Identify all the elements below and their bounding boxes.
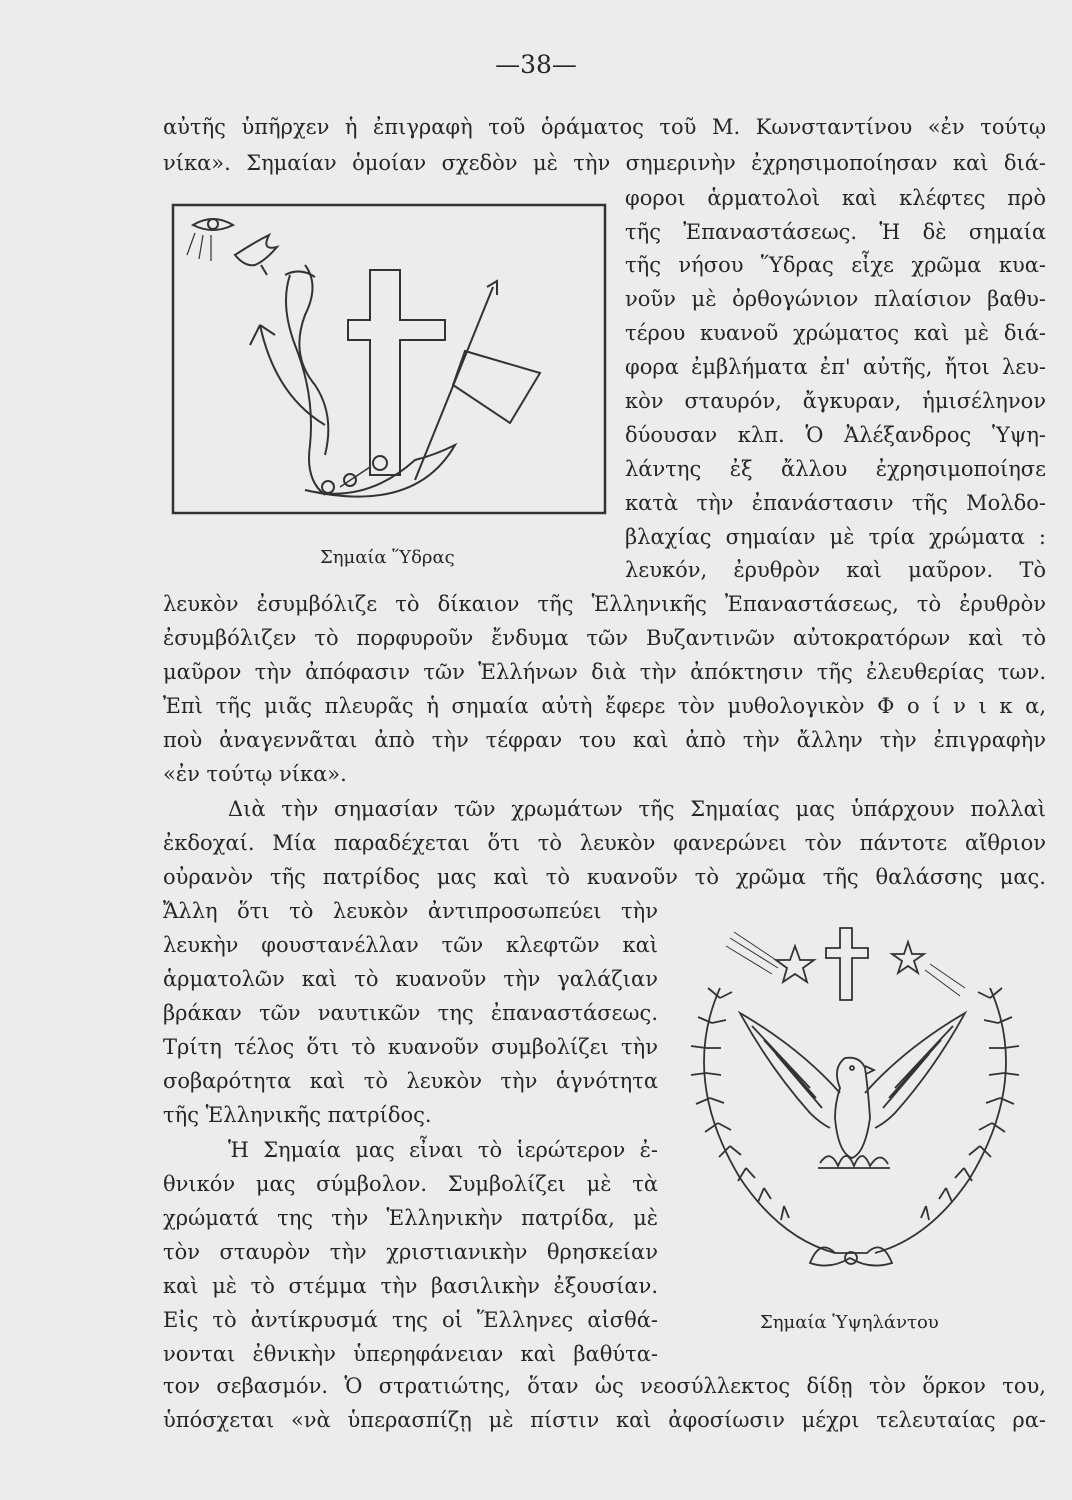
figure-caption: Σημαία Ὑψηλάντου [760,1312,939,1333]
text-line: τὸν σταυρὸν τὴν χριστιανικὴν θρησκείαν [163,1240,658,1264]
text-line: φοροι ἁρματολοὶ καὶ κλέφτες πρὸ [625,186,1046,210]
text-line: τῆς Ἑλληνικῆς πατρίδος. [163,1103,432,1127]
page-number: —38— [495,50,577,79]
text-line: λάντης ἐξ ἄλλου ἐχρησιμοποίησε [625,457,1046,481]
text-line: κὸν σταυρόν, ἄγκυραν, ἡμισέληνον [625,389,1046,413]
text-line: τῆς νήσου Ὕδρας εἶχε χρῶμα κυα- [625,253,1046,277]
text-line: κατὰ τὴν ἐπανάστασιν τῆς Μολδο- [625,491,1046,515]
text-line: ὑπόσχεται «νὰ ὑπερασπίζῃ μὲ πίστιν καὶ ἀφοσίωσιν μέχρι τελευταίας ρα- [163,1408,1046,1432]
text-line: βλαχίας σημαίαν μὲ τρία χρώματα : [625,525,1046,549]
hydra-flag-illustration [165,195,613,520]
text-line: νοῦν μὲ ὀρθογώνιον πλαίσιον βαθυ- [625,287,1046,311]
text-line: καὶ μὲ τὸ στέμμα τὴν βασιλικὴν ἐξουσίαν. [163,1274,658,1298]
text-line: τῆς Ἐπαναστάσεως. Ἡ δὲ σημαία [625,220,1046,244]
text-line: θνικόν μας σύμβολον. Συμβολίζει μὲ τὰ [163,1172,658,1196]
ypsilantis-flag-illustration [660,918,1050,1298]
text-line: χρώματά της τὴν Ἑλληνικὴν πατρίδα, μὲ [163,1206,658,1230]
text-line: Τρίτη τέλος ὅτι τὸ κυανοῦν συμβολίζει τὴν [163,1035,658,1059]
text-line: σοβαρότητα καὶ τὸ λευκὸν τὴν ἁγνότητα [163,1069,658,1093]
figure-caption: Σημαία Ὕδρας [320,547,455,568]
text-line: νίκα». Σημαίαν ὁμοίαν σχεδὸν μὲ τὴν σημερινὴν ἐχρησιμοποίησαν καὶ διά- [163,151,1046,175]
text-line: Ἡ Σημαία μας εἶναι τὸ ἱερώτερον ἐ- [228,1138,658,1162]
text-line: νονται ἐθνικὴν ὑπερηφάνειαν καὶ βαθύτα- [163,1342,658,1366]
text-line: λευκὴν φουστανέλλαν τῶν κλεφτῶν καὶ [163,933,658,957]
text-line: Ἐπὶ τῆς μιᾶς πλευρᾶς ἡ σημαία αὐτὴ ἔφερε τὸν μυθολογικὸν Φ ο ί ν ι κ α, [163,694,1046,718]
text-line: λευκόν, ἐρυθρὸν καὶ μαῦρον. Τὸ [625,558,1046,582]
text-line: αὐτῆς ὑπῆρχεν ἡ ἐπιγραφὴ τοῦ ὁράματος τοῦ Μ. Κωνσταντίνου «ἐν τούτῳ [163,115,1046,139]
text-line: φορα ἐμβλήματα ἐπ' αὐτῆς, ἤτοι λευ- [625,355,1046,379]
text-line: Εἰς τὸ ἀντίκρυσμά της οἱ Ἕλληνες αἰσθά- [163,1308,658,1332]
text-line: βράκαν τῶν ναυτικῶν της ἐπαναστάσεως. [163,1001,658,1025]
text-line: ἐκδοχαί. Μία παραδέχεται ὅτι τὸ λευκὸν φανερώνει τὸν πάντοτε αἴθριον [163,831,1046,855]
text-line: μαῦρον τὴν ἀπόφασιν τῶν Ἑλλήνων διὰ τὴν ἀπόκτησιν τῆς ἐλευθερίας των. [163,660,1046,684]
text-line: Ἄλλη ὅτι τὸ λευκὸν ἀντιπροσωπεύει τὴν [163,899,658,923]
text-line: ἁρματολῶν καὶ τὸ κυανοῦν τὴν γαλάζιαν [163,967,658,991]
text-line: ποὺ ἀναγεννᾶται ἀπὸ τὴν τέφραν του καὶ ἀπὸ τὴν ἄλλην τὴν ἐπιγραφὴν [163,728,1046,752]
text-line: ἐσυμβόλιζεν τὸ πορφυροῦν ἔνδυμα τῶν Βυζαντινῶν αὐτοκρατόρων καὶ τὸ [163,626,1046,650]
text-line: τέρου κυανοῦ χρώματος καὶ μὲ διά- [625,321,1046,345]
text-line: τον σεβασμόν. Ὁ στρατιώτης, ὅταν ὡς νεοσύλλεκτος δίδῃ τὸν ὅρκον του, [163,1374,1046,1398]
text-line: οὐρανὸν τῆς πατρίδος μας καὶ τὸ κυανοῦν τὸ χρῶμα τῆς θαλάσσης μας. [163,865,1046,889]
text-line: «ἐν τούτῳ νίκα». [163,762,347,786]
text-line: Διὰ τὴν σημασίαν τῶν χρωμάτων τῆς Σημαίας μας ὑπάρχουν πολλαὶ [228,797,1046,821]
text-line: λευκὸν ἐσυμβόλιζε τὸ δίκαιον τῆς Ἑλληνικῆς Ἐπαναστάσεως, τὸ ἐρυθρὸν [163,592,1046,616]
text-line: δύουσαν κλπ. Ὁ Ἀλέξανδρος Ὑψη- [625,423,1046,447]
